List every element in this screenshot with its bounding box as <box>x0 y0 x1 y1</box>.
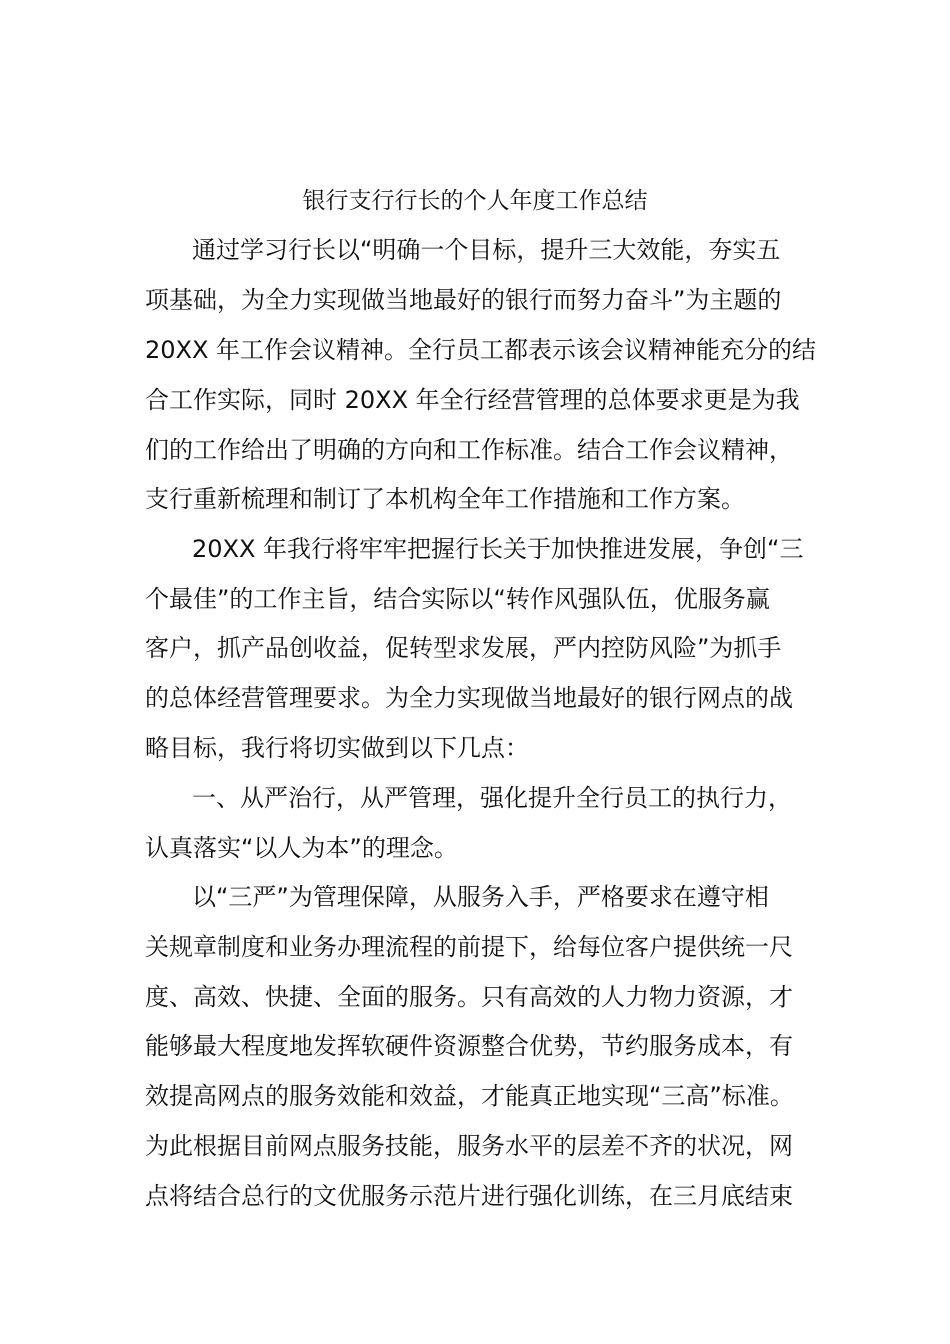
paragraph-line: 效提高网点的服务效能和效益，才能真正地实现“三高”标准。 <box>145 1082 794 1110</box>
paragraph-line: 略目标，我行将切实做到以下几点： <box>145 734 529 762</box>
paragraph-line: 点将结合总行的文优服务示范片进行强化训练，在三月底结束 <box>145 1182 793 1210</box>
paragraph-line: 通过学习行长以“明确一个目标，提升三大效能，夯实五 <box>192 236 781 264</box>
paragraph-line: 们的工作给出了明确的方向和工作标准。结合工作会议精神， <box>145 436 793 464</box>
paragraph-line: 20XX 年工作会议精神。全行员工都表示该会议精神能充分的结 <box>145 336 817 364</box>
paragraph-line: 客户，抓产品创收益，促转型求发展，严内控防风险”为抓手 <box>145 634 782 662</box>
paragraph-line: 支行重新梳理和制订了本机构全年工作措施和工作方案。 <box>145 485 745 513</box>
paragraph-line: 能够最大程度地发挥软硬件资源整合优势，节约服务成本，有 <box>145 1032 793 1060</box>
paragraph-line: 关规章制度和业务办理流程的前提下，给每位客户提供统一尺 <box>145 933 793 961</box>
paragraph-line: 度、高效、快捷、全面的服务。只有高效的人力物力资源，才 <box>145 983 793 1011</box>
paragraph-line: 为此根据目前网点服务技能，服务水平的层差不齐的状况，网 <box>145 1132 793 1160</box>
paragraph-line: 的总体经营管理要求。为全力实现做当地最好的银行网点的战 <box>145 684 793 712</box>
section-heading-line: 一、从严治行，从严管理，强化提升全行员工的执行力， <box>192 784 792 812</box>
paragraph-line: 个最佳”的工作主旨，结合实际以“转作风强队伍，优服务赢 <box>145 585 770 613</box>
paragraph-line: 项基础，为全力实现做当地最好的银行而努力奋斗”为主题的 <box>145 286 782 314</box>
paragraph-line: 20XX 年我行将牢牢把握行长关于加快推进发展，争创“三 <box>192 535 804 563</box>
paragraph-line: 以“三严”为管理保障，从服务入手，严格要求在遵守相 <box>192 883 769 911</box>
section-heading-line: 认真落实“以人为本”的理念。 <box>145 834 458 862</box>
document-title: 银行支行行长的个人年度工作总结 <box>302 188 648 214</box>
paragraph-line: 合工作实际，同时 20XX 年全行经营管理的总体要求更是为我 <box>145 386 800 414</box>
